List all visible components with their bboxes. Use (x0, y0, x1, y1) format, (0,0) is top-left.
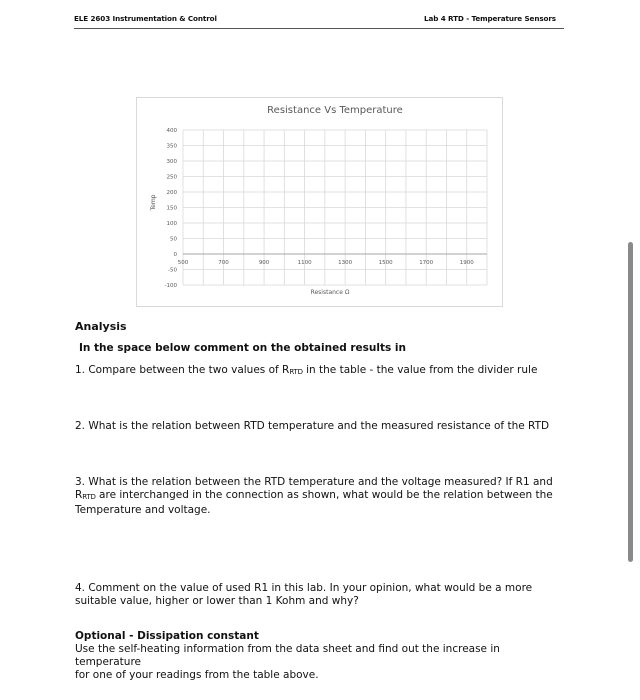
y-tick-label: -50 (168, 267, 177, 274)
y-tick-label: 200 (166, 190, 177, 196)
resistance-temperature-chart (137, 98, 502, 306)
question-1 (75, 364, 567, 379)
chart-title: Resistance Vs Temperature (267, 105, 403, 116)
y-tick-label: 150 (166, 205, 177, 212)
question-1-text-a: 1. Compare between the two values of R (75, 364, 290, 376)
course-title: ELE 2603 Instrumentation & Control (74, 14, 217, 23)
optional-line-2: for one of your readings from the table above. (75, 669, 319, 681)
question-2: 2. What is the relation between RTD temperature and the measured resistance of the RTD (75, 420, 550, 432)
vertical-scrollbar[interactable] (628, 242, 633, 562)
question-3-r: R (75, 489, 83, 501)
y-tick-label: 250 (166, 174, 177, 181)
page-header (74, 14, 564, 29)
question-3-line-3: Temperature and voltage. (75, 504, 211, 516)
x-tick-label: 1700 (419, 260, 434, 266)
x-tick-label: 900 (258, 260, 270, 266)
x-tick-label: 1900 (459, 260, 474, 266)
x-axis-label: Resistance Ω (310, 289, 350, 296)
question-3-line-1: 3. What is the relation between the RTD temperature and the voltage measured? If R1 and (75, 476, 553, 488)
y-tick-label: 300 (166, 159, 177, 165)
x-tick-label: 700 (218, 260, 229, 266)
optional-line-1: Use the self-heating information from the data sheet and find out the increase in temperature (75, 643, 500, 668)
y-tick-label: 50 (170, 236, 177, 243)
x-tick-label: 500 (177, 260, 189, 266)
question-4-line-2: suitable value, higher or lower than 1 Kohm and why? (75, 595, 359, 607)
question-4-line-1: 4. Comment on the value of used R1 in this lab. In your opinion, what would be a more (75, 582, 533, 594)
question-3-line-2 (75, 489, 567, 504)
question-3-line-2-rest: are interchanged in the connection as shown, what would be the relation between the (95, 489, 553, 501)
y-tick-label: -100 (164, 283, 177, 289)
lab-title: Lab 4 RTD - Temperature Sensors (424, 14, 556, 23)
optional-heading: Optional - Dissipation constant (75, 630, 259, 642)
analysis-heading: Analysis (75, 320, 127, 333)
x-tick-label: 1300 (338, 260, 353, 266)
rtd-subscript: RTD (289, 368, 303, 376)
y-axis-label: Temp (150, 194, 157, 211)
optional-section (75, 630, 567, 682)
analysis-instruction: In the space below comment on the obtained results in (79, 342, 406, 354)
x-tick-label: 1100 (297, 260, 312, 266)
rtd-subscript: RTD (82, 493, 96, 501)
y-tick-label: 100 (166, 221, 177, 227)
question-3 (75, 476, 567, 517)
chart-container (136, 97, 503, 307)
question-1-text-b: in the table - the value from the divider rule (302, 364, 538, 376)
question-4 (75, 582, 567, 608)
y-tick-label: 0 (173, 252, 177, 258)
y-tick-label: 350 (166, 143, 177, 150)
x-tick-label: 1500 (378, 260, 393, 266)
y-tick-label: 400 (166, 128, 177, 134)
